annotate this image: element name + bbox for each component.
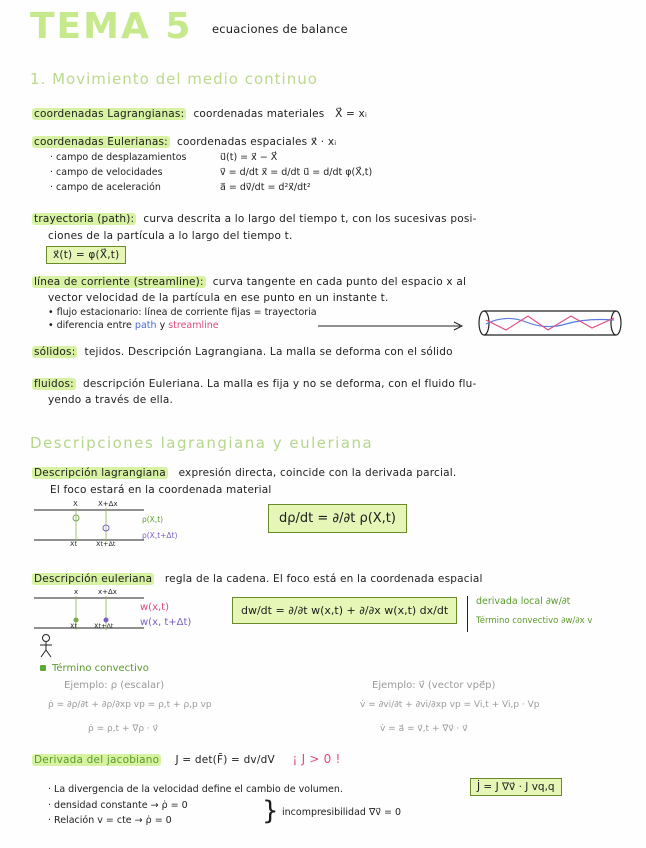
bullet-label: · campo de desplazamientos bbox=[50, 152, 187, 163]
euler-p1-label: Xt bbox=[70, 622, 78, 630]
lagrangian-text: coordenadas materiales bbox=[193, 108, 325, 120]
eulerian-label: coordenadas Eulerianas: bbox=[34, 136, 168, 148]
solids-row bbox=[32, 346, 453, 358]
lagr-f1-label: ρ(X,t) bbox=[142, 515, 164, 524]
bullet-formula: u⃗(t) = x⃗ − X⃗ bbox=[220, 152, 278, 163]
eulerian-coords-row bbox=[32, 136, 336, 148]
fluids-row bbox=[32, 378, 476, 390]
convective-term-note: Término convectivo ∂w/∂x v bbox=[476, 616, 593, 626]
lagrangian-diagram bbox=[34, 498, 144, 548]
example1-line2: ρ̇ = ρ,t + ∇ρ · v⃗ bbox=[88, 724, 158, 734]
euler-xdx-label: x+Δx bbox=[98, 588, 117, 596]
euler-x-label: x bbox=[74, 588, 79, 596]
lagrangian-label: coordenadas Lagrangianas: bbox=[34, 108, 185, 120]
jacobian-formula: J = det(F̄) = dv/dV bbox=[175, 754, 275, 766]
bullet-dot-icon bbox=[40, 665, 46, 671]
trajectory-text2: ciones de la partícula a lo largo del tiempo t. bbox=[48, 230, 293, 242]
bullet-formula: a⃗ = dv⃗/dt = d²x⃗/dt² bbox=[220, 182, 311, 193]
example1-title: Ejemplo: ρ (escalar) bbox=[64, 680, 165, 691]
bullet-aceleracion bbox=[50, 182, 311, 193]
fluids-text1: descripción Euleriana. La malla es fija y no se deforma, con el fluido flu- bbox=[82, 378, 477, 390]
brace-line bbox=[467, 596, 468, 632]
jacobian-rate-formula: J̇ = J ∇v⃗ · J vq,q bbox=[470, 778, 562, 796]
streamline-bullet1: • flujo estacionario: línea de corriente fijas = trayectoria bbox=[48, 307, 317, 318]
euler-f1-label: w(x,t) bbox=[140, 602, 169, 613]
streamline-bullet2 bbox=[48, 320, 219, 331]
eulerian-formula: dw/dt = ∂/∂t w(x,t) + ∂/∂x w(x,t) dx/dt bbox=[232, 597, 457, 624]
incompressibility-note: incompresibilidad ∇v⃗ = 0 bbox=[282, 807, 401, 818]
bullet-label: · campo de velocidades bbox=[50, 167, 163, 178]
lagr-xdx-label: X+Δx bbox=[98, 500, 118, 508]
eulerian-text: coordenadas espaciales x⃗ · xᵢ bbox=[177, 136, 337, 148]
streamline-row bbox=[32, 276, 466, 288]
trajectory-formula: x⃗(t) = φ(X⃗,t) bbox=[46, 246, 126, 264]
relation-bullet: · Relación v = cte → ρ̇ = 0 bbox=[48, 815, 172, 826]
section2-heading: Descripciones lagrangiana y euleriana bbox=[30, 434, 374, 452]
eulerian-desc-row bbox=[32, 573, 483, 585]
y-word: y bbox=[159, 320, 166, 331]
bullet-velocidades bbox=[50, 167, 372, 178]
eulerian-desc-text: regla de la cadena. El foco está en la coordenada espacial bbox=[164, 573, 483, 585]
divergence-bullet: · La divergencia de la velocidad define el cambio de volumen. bbox=[48, 784, 343, 795]
trajectory-label: trayectoria (path): bbox=[34, 213, 135, 225]
jacobian-row bbox=[32, 752, 340, 766]
example2-line1: v̇ = ∂vi/∂t + ∂vi/∂xp vp = Vi,t + Vi,p · Vp bbox=[360, 700, 540, 710]
lagrangian-desc-text2: El foco estará en la coordenada material bbox=[50, 484, 272, 496]
example2-title: Ejemplo: v⃗ (vector vpe⃗p) bbox=[372, 680, 496, 691]
section1-heading: 1. Movimiento del medio continuo bbox=[30, 70, 318, 88]
page-subtitle: ecuaciones de balance bbox=[212, 22, 348, 36]
lagr-p2-label: Xt+Δt bbox=[96, 540, 116, 548]
curly-brace-icon: } bbox=[262, 796, 279, 826]
jacobian-label: Derivada del jacobiano bbox=[34, 754, 160, 766]
lagr-f2-label: ρ(X,t+Δt) bbox=[142, 531, 178, 540]
trajectory-text1: curva descrita a lo largo del tiempo t, con los sucesivas posi- bbox=[143, 213, 477, 225]
bullet2-pre: • diferencia entre bbox=[48, 320, 132, 331]
arrow-icon bbox=[318, 320, 468, 332]
path-word: path bbox=[134, 320, 157, 331]
lagrangian-desc-text1: expresión directa, coincide con la derivada parcial. bbox=[178, 467, 457, 479]
pipe-diagram-icon bbox=[476, 306, 626, 340]
lagrangian-formula: X⃗ = xᵢ bbox=[335, 108, 368, 120]
density-bullet: · densidad constante → ρ̇ = 0 bbox=[48, 800, 188, 811]
euler-p2-label: Xt+Δt bbox=[94, 622, 114, 630]
fluids-text2: yendo a través de ella. bbox=[48, 394, 174, 406]
streamline-text2: vector velocidad de la partícula en ese punto en un instante t. bbox=[48, 292, 389, 304]
local-derivative-note: derivada local ∂w/∂t bbox=[476, 596, 571, 607]
streamline-label: línea de corriente (streamline): bbox=[34, 276, 204, 288]
page-title: TEMA 5 bbox=[30, 6, 193, 47]
convective-heading bbox=[40, 663, 149, 674]
jacobian-note: ¡ J > 0 ! bbox=[292, 752, 341, 766]
streamline-text1: curva tangente en cada punto del espacio x al bbox=[212, 276, 467, 288]
lagrangian-formula: dρ/dt = ∂/∂t ρ(X,t) bbox=[268, 504, 407, 533]
solids-text: tejidos. Descripción Lagrangiana. La malla se deforma con el sólido bbox=[84, 346, 453, 358]
bullet-formula: v⃗ = d/dt x⃗ = d/dt u⃗ = d/dt φ(X⃗,t) bbox=[220, 167, 373, 178]
lagrangian-coords-row bbox=[32, 108, 367, 120]
fluids-label: fluidos: bbox=[34, 378, 74, 390]
streamline-word: streamline bbox=[168, 320, 219, 331]
lagrangian-desc-label: Descripción lagrangiana bbox=[34, 467, 166, 479]
example1-line1: ρ̇ = ∂ρ/∂t + ∂ρ/∂xp vp = ρ,t + ρ,p vp bbox=[48, 700, 212, 710]
lagr-p1-label: Xt bbox=[70, 540, 78, 548]
bullet-desplazamientos bbox=[50, 152, 277, 163]
example2-line2: v̇ = a⃗ = v⃗,t + ∇v⃗ · v⃗ bbox=[380, 724, 468, 734]
euler-f2-label: w(x, t+Δt) bbox=[140, 617, 192, 628]
lagr-x-label: X bbox=[73, 500, 78, 508]
eulerian-desc-label: Descripción euleriana bbox=[34, 573, 153, 585]
trajectory-row bbox=[32, 213, 477, 225]
bullet-label: · campo de aceleración bbox=[50, 182, 161, 193]
convective-label: Término convectivo bbox=[52, 663, 149, 674]
solids-label: sólidos: bbox=[34, 346, 76, 358]
lagrangian-desc-row bbox=[32, 467, 456, 479]
eulerian-diagram bbox=[34, 588, 144, 660]
